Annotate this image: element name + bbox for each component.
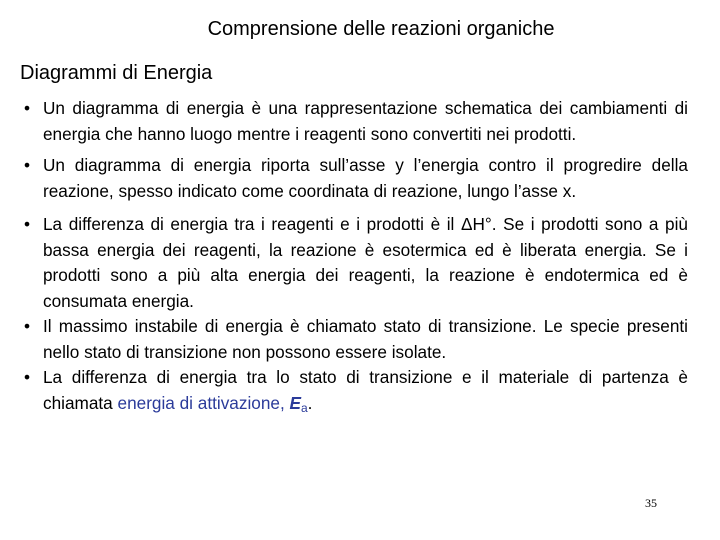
bullet-item — [22, 96, 688, 147]
bullet-text-start: La differenza di energia tra lo stato di transizione e il materiale di partenza è chiamata — [43, 367, 688, 413]
activation-energy-symbol: E — [289, 392, 301, 413]
bullet-text-start: La differenza di energia tra i reagenti e i prodotti è il — [43, 214, 461, 234]
bullet-text: Un diagramma di energia è una rappresentazione schematica dei cambiamenti di energia che hanno luogo mentre i reagenti sono convertiti nei prodotti. — [43, 98, 688, 144]
bullet-marker: • — [24, 316, 31, 336]
bullet-list — [22, 96, 688, 421]
bullet-item — [22, 153, 688, 204]
activation-energy-term: energia di attivazione, — [117, 392, 290, 413]
bullet-item — [22, 365, 688, 421]
bullet-marker: • — [24, 98, 31, 118]
delta-h-symbol: ΔH° — [460, 214, 492, 234]
bullet-text-end: . — [307, 392, 313, 413]
section-heading: Diagrammi di Energia — [20, 62, 213, 84]
bullet-marker: • — [24, 214, 31, 234]
activation-energy-subscript: a — [300, 400, 308, 415]
page-number: 35 — [645, 496, 657, 510]
bullet-item — [22, 212, 688, 314]
slide-title: Comprensione delle reazioni organiche — [207, 18, 555, 40]
bullet-text-end: . Se i prodotti sono a più bassa energia dei reagenti, la reazione è esotermica ed è liberata energia. Se i prodotti sono a più alta energia dei reagenti, la reazione è endotermica ed è consumata energia. — [43, 214, 688, 311]
bullet-text: Un diagramma di energia riporta sull’asse y l’energia contro il progredire della reazione, spesso indicato come coordinata di reazione, lungo l’asse x. — [43, 155, 688, 201]
bullet-marker: • — [24, 155, 31, 175]
bullet-item — [22, 314, 688, 365]
bullet-marker: • — [24, 367, 31, 387]
bullet-text: Il massimo instabile di energia è chiamato stato di transizione. Le specie presenti nello stato di transizione non possono essere isolate. — [43, 316, 688, 362]
